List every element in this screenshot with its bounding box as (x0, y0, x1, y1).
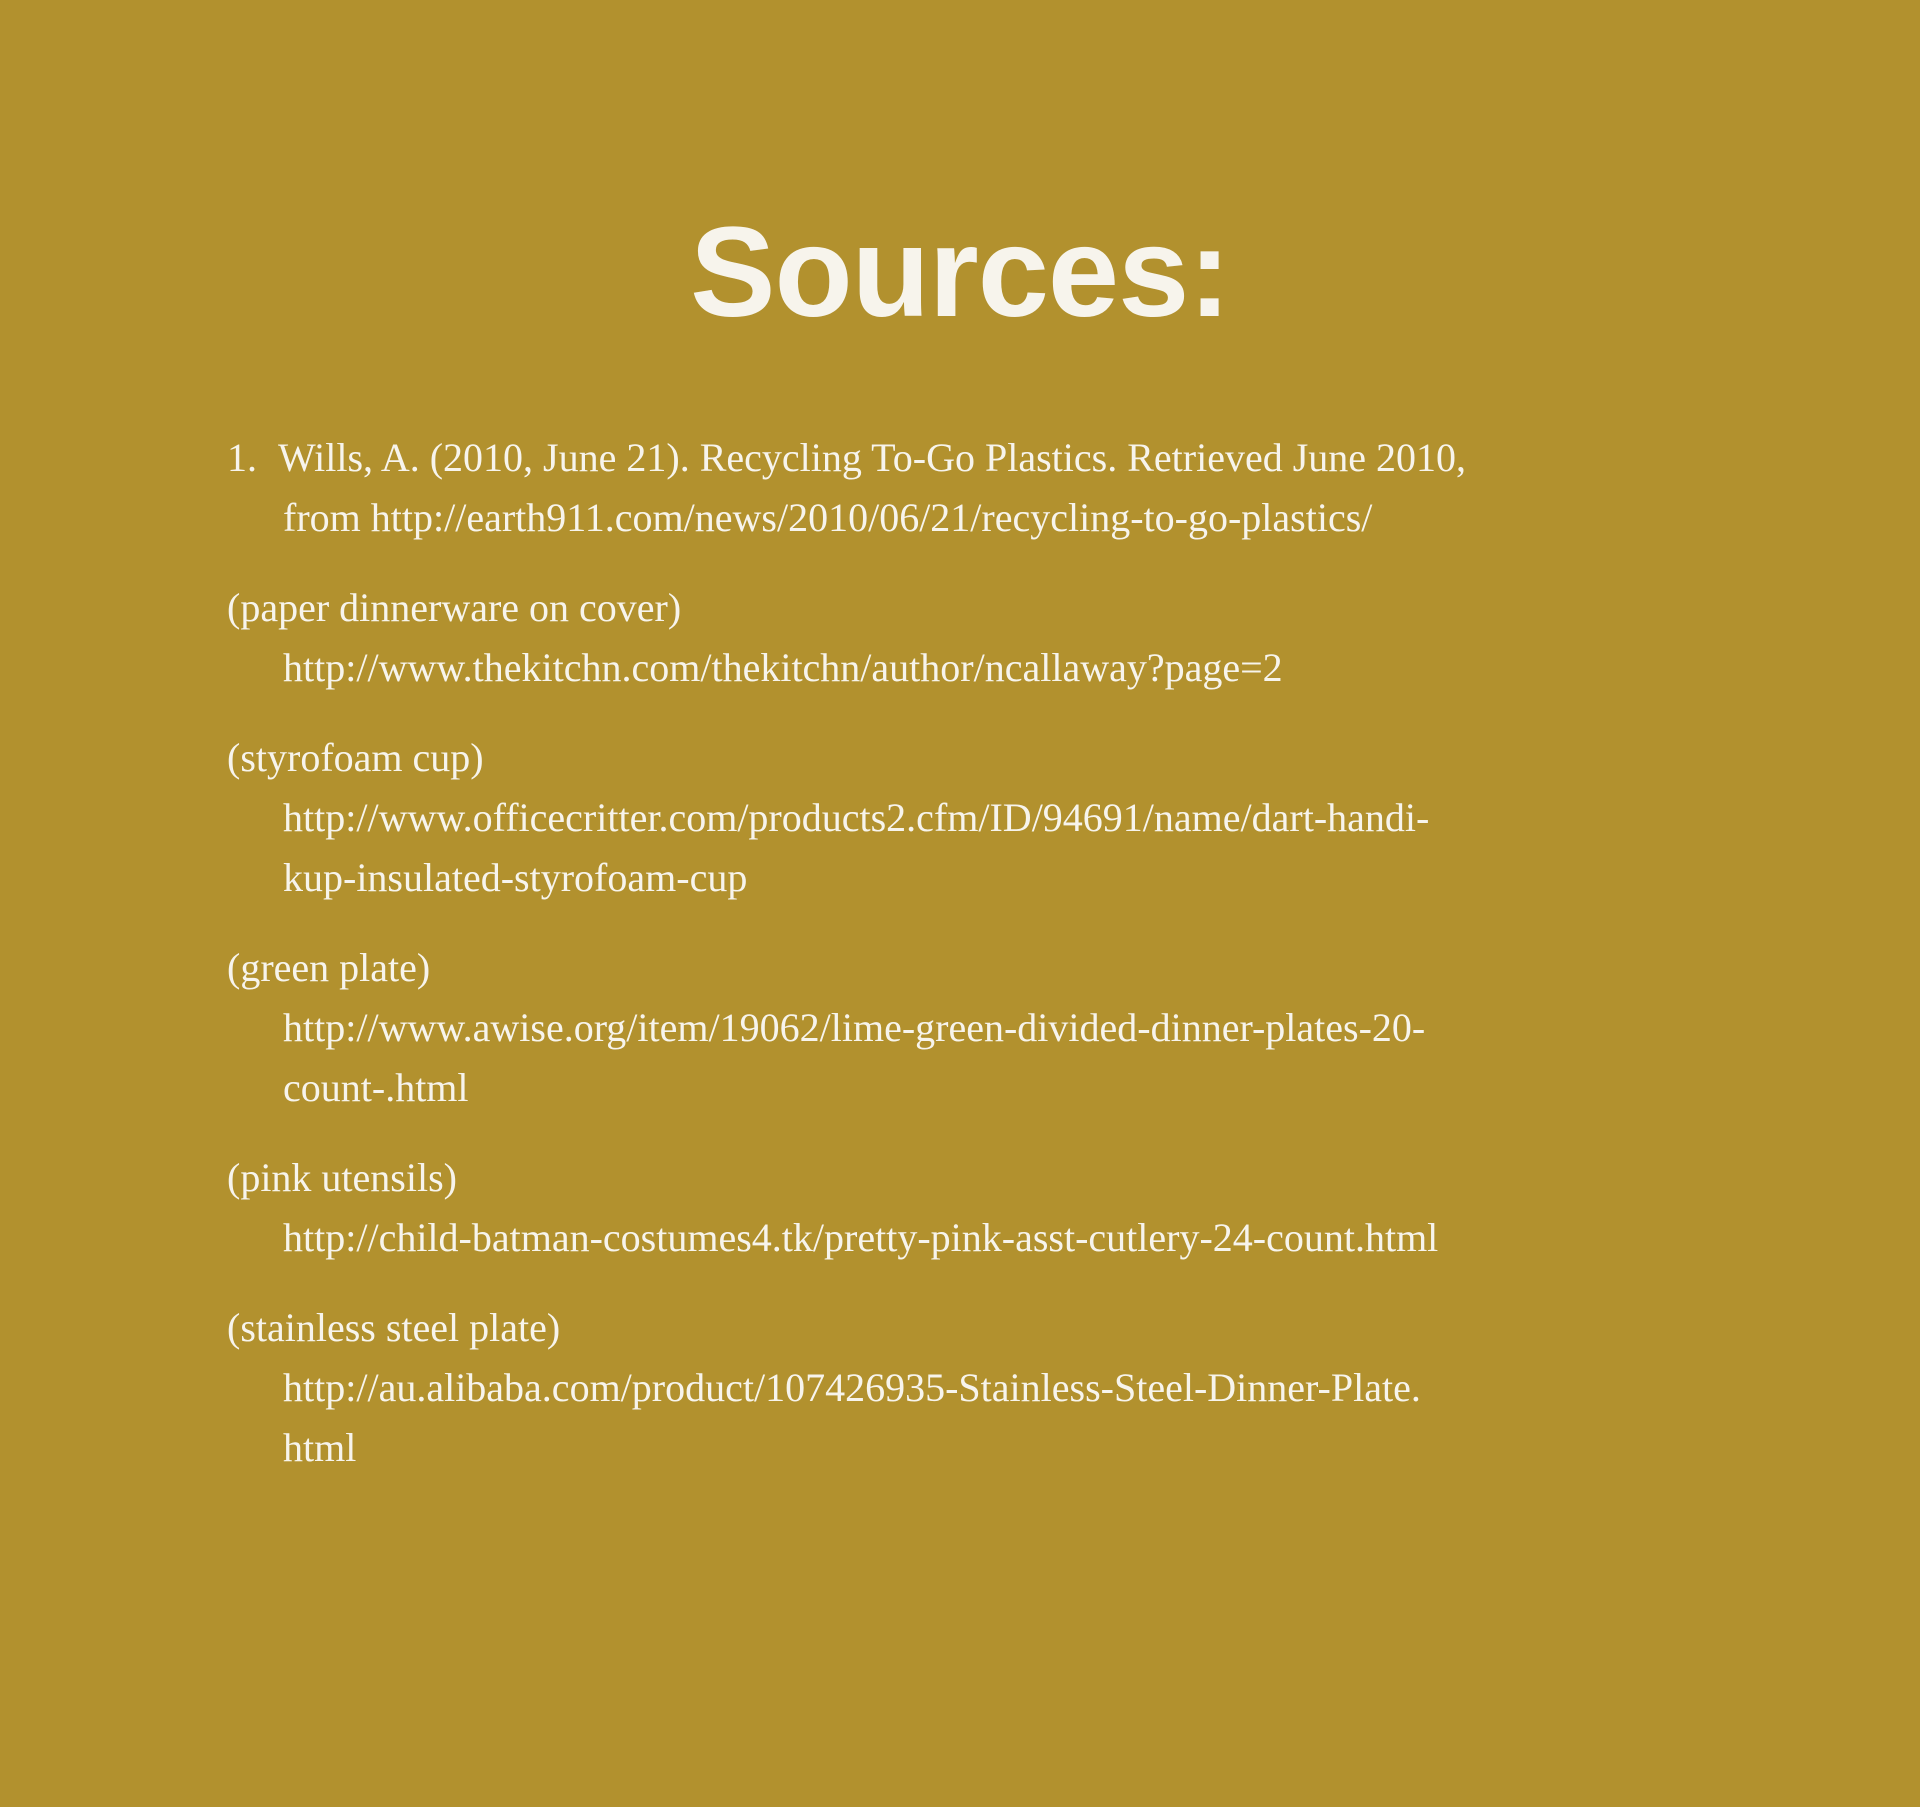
source-entry (227, 428, 1727, 548)
source-entry (227, 578, 1727, 698)
source-text: from http://earth911.com/news/2010/06/21/recycling-to-go-plastics/ (283, 495, 1373, 540)
source-text: Wills, A. (2010, June 21). Recycling To-Go Plastics. Retrieved June 2010, (278, 435, 1467, 480)
source-url: html (283, 1425, 357, 1470)
source-url: http://au.alibaba.com/product/107426935-Stainless-Steel-Dinner-Plate. (283, 1365, 1421, 1410)
source-url: http://www.awise.org/item/19062/lime-green-divided-dinner-plates-20- (283, 1005, 1426, 1050)
source-url: kup-insulated-styrofoam-cup (283, 855, 748, 900)
source-caption: (stainless steel plate) (227, 1305, 561, 1350)
source-caption: (pink utensils) (227, 1155, 457, 1200)
source-caption: (paper dinnerware on cover) (227, 585, 682, 630)
source-url: http://child-batman-costumes4.tk/pretty-pink-asst-cutlery-24-count.html (283, 1215, 1439, 1260)
source-url: count-.html (283, 1065, 469, 1110)
source-caption: (styrofoam cup) (227, 735, 484, 780)
list-number: 1. (227, 435, 257, 480)
source-entry (227, 1148, 1727, 1268)
source-caption: (green plate) (227, 945, 431, 990)
source-url: http://www.thekitchn.com/thekitchn/author/ncallaway?page=2 (283, 645, 1283, 690)
source-url: http://www.officecritter.com/products2.cfm/ID/94691/name/dart-handi- (283, 795, 1430, 840)
sources-list (227, 428, 1727, 1508)
source-entry (227, 728, 1727, 908)
source-entry (227, 938, 1727, 1118)
page-title: Sources: (690, 201, 1230, 344)
source-entry (227, 1298, 1727, 1478)
